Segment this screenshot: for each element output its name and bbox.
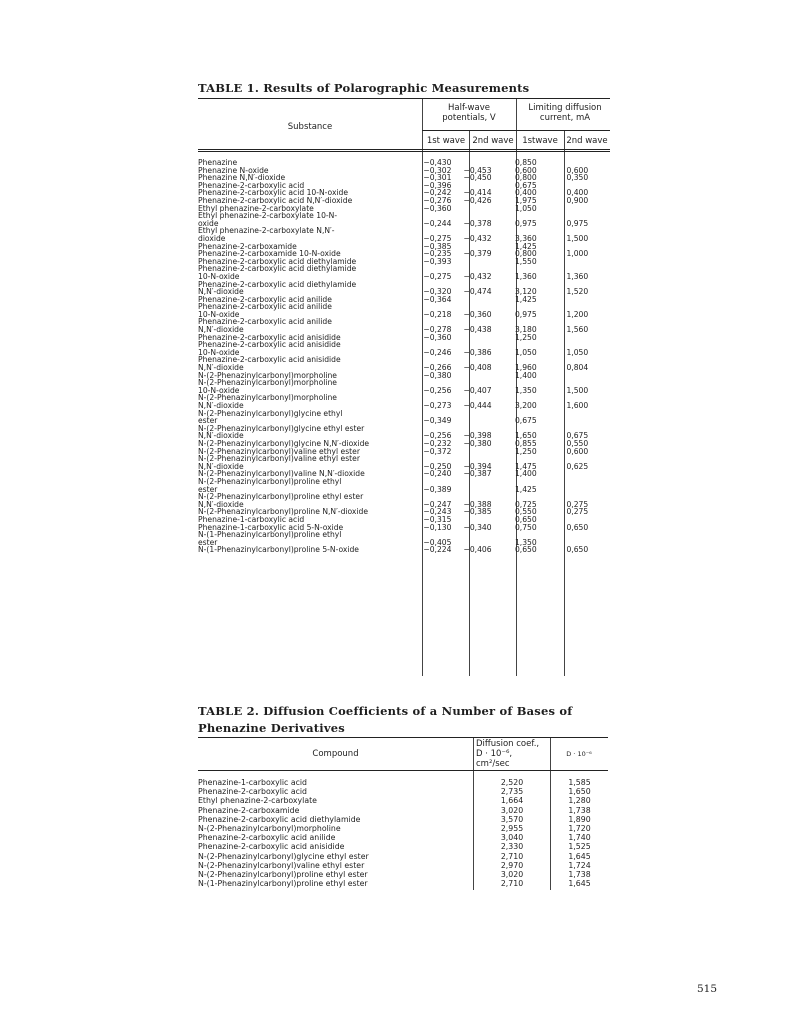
substance-cell: N-(2-Phenazinylcarbonyl)valine ethyl ester N,N′-dioxide [198,454,360,471]
d-cell: 1,724 [568,860,591,870]
diffusion-coef-cell: 2,970 [500,860,524,870]
substance-cell: Phenazine-2-carboxylic acid diethylamide 10-N-oxide [198,264,357,281]
d-cell: 1,720 [568,824,591,834]
half-wave-2-cell: −0,444 [463,401,492,410]
table1-top-rule [198,98,610,99]
substance-cell: Phenazine-2-carboxylic acid anilide N,N′-dioxide [198,317,332,335]
half-wave-1-cell: −0,250 [423,461,452,471]
diffusion-coef-cell: 2,330 [500,842,524,852]
half-wave-1-cell: −0,244 [423,218,452,228]
compound-cell: N-(2-Phenazinylcarbonyl)glycine ethyl ester [198,851,369,861]
limiting-1-cell: 0,850 [514,158,537,167]
limiting-2-cell: 0,275 [566,499,589,509]
substance-cell: N-(2-Phenazinylcarbonyl)glycine ethyl ester N,N′-dioxide [198,423,365,441]
limiting-2-cell: 0,600 [566,446,589,456]
limiting-2-cell: 0,625 [566,461,589,471]
table-row [198,833,608,842]
limiting-2-cell: 0,675 [566,431,589,441]
half-wave-1-cell: −0,430 [423,158,452,167]
diffusion-coef-cell: 2,520 [500,778,524,787]
limiting-1-cell: 0,650 [514,545,537,555]
table-row [198,796,608,805]
limiting-1-cell: 3,120 [514,287,537,297]
table-row [198,318,610,333]
limiting-2-cell: 1,520 [566,287,589,297]
half-wave-1-cell: −0,278 [423,325,452,335]
half-wave-2-cell: −0,386 [463,347,492,357]
table-row [198,227,610,242]
compound-cell: N-(2-Phenazinylcarbonyl)morpholine [198,824,341,834]
limiting-1-cell: 1,550 [514,256,537,266]
limiting-1-cell: 1,250 [514,332,537,342]
table1-header-bottom-rule [198,149,610,150]
limiting-2-cell: 0,975 [566,218,589,228]
d-cell: 1,890 [568,814,591,824]
d-cell: 1,645 [568,879,591,889]
table-row [198,493,610,508]
half-wave-2-cell: −0,474 [463,287,492,297]
half-wave-1-cell: −0,349 [423,416,452,426]
limiting-1-cell: 3,180 [514,325,537,335]
table-row [198,394,610,409]
limiting-1-cell: 1,960 [514,363,537,373]
half-wave-1-cell: −0,242 [423,188,452,198]
compound-cell: N-(1-Phenazinylcarbonyl)proline ethyl ester [198,879,368,889]
d-cell: 1,738 [568,805,591,815]
substance-cell: N-(2-Phenazinylcarbonyl)morpholine [198,370,337,380]
half-wave-2-cell: −0,380 [463,438,492,448]
limiting-2-cell: 0,900 [566,195,589,205]
diffusion-coef-cell: 1,664 [500,796,524,806]
limiting-2-cell: 0,650 [566,545,589,555]
limiting-2-cell: 0,275 [566,507,589,517]
substance-cell: Phenazine-1-carboxylic acid [198,514,305,524]
substance-cell: Ethyl phenazine-2-carboxylate 10-N- oxide [198,211,338,228]
limiting-1-cell: 1,650 [514,431,537,441]
table-row [198,879,608,888]
half-wave-1-cell: −0,276 [423,195,452,205]
substance-cell: N-(2-Phenazinylcarbonyl)glycine N,N′-dioxide [198,438,370,448]
half-wave-1-cell: −0,320 [423,287,452,297]
limiting-2-cell: 1,050 [566,347,589,357]
half-wave-2-cell: −0,385 [463,507,492,517]
limiting-2-cell: 1,560 [566,325,589,335]
limiting-1-cell: 0,975 [514,309,537,319]
compound-cell: Phenazine-2-carboxamide [198,805,300,815]
table-row [198,379,610,394]
limiting-1-cell: 1,425 [514,241,537,251]
limiting-1-cell: 1,400 [514,370,537,380]
diffusion-coef-cell: 3,020 [500,870,524,880]
half-wave-2-cell: −0,438 [463,325,492,335]
diffusion-coef-cell: 2,735 [500,787,524,797]
limiting-1-cell: 0,975 [514,218,537,228]
substance-cell: Phenazine [198,158,238,167]
half-wave-1-cell: −0,246 [423,347,452,357]
substance-cell: Phenazine-2-carboxylic acid anisidide [198,332,341,342]
half-wave-1-cell: −0,243 [423,507,452,517]
limiting-2-cell: 1,360 [566,271,589,281]
limiting-1-cell: 1,400 [514,469,537,479]
table-row [198,852,608,861]
limiting-1-cell: 0,800 [514,249,537,259]
substance-cell: N-(1-Phenazinylcarbonyl)proline 5-N-oxide [198,545,359,555]
d-cell: 1,740 [568,833,591,843]
limiting-2-cell: 1,000 [566,249,589,259]
substance-cell: Phenazine-1-carboxylic acid 5-N-oxide [198,522,344,532]
table1-header-wave1: 1st wave [426,136,466,146]
half-wave-1-cell: −0,232 [423,438,452,448]
table-row [198,531,610,546]
d-cell: 1,645 [568,851,591,861]
limiting-2-cell: 1,200 [566,309,589,319]
substance-cell: N-(2-Phenazinylcarbonyl)glycine ethyl ester [198,408,343,426]
half-wave-1-cell: −0,389 [423,484,452,494]
limiting-1-cell: 1,475 [514,461,537,471]
limiting-1-cell: 3,360 [514,233,537,243]
half-wave-2-cell: −0,378 [463,218,492,228]
table-row [198,778,608,787]
half-wave-1-cell: −0,247 [423,499,452,509]
half-wave-2-cell: −0,398 [463,431,492,441]
diffusion-coef-cell: 3,570 [500,814,524,824]
limiting-2-cell: 0,650 [566,522,589,532]
half-wave-2-cell: −0,414 [463,188,492,198]
substance-cell: N-(2-Phenazinylcarbonyl)valine N,N′-dioxide [198,469,365,479]
table-row [198,842,608,851]
compound-cell: Phenazine-1-carboxylic acid [198,778,308,787]
limiting-1-cell: 0,800 [514,173,537,183]
table1-header-substance: Substance [287,122,333,132]
table-row [198,478,610,493]
table-row [198,815,608,824]
limiting-1-cell: 1,350 [514,385,537,395]
limiting-1-cell: 0,600 [514,165,537,175]
d-cell: 1,650 [568,787,591,797]
table-row [198,870,608,879]
table2 [198,737,608,892]
half-wave-1-cell: −0,393 [423,256,452,266]
limiting-2-cell: 0,400 [566,188,589,198]
compound-cell: Ethyl phenazine-2-carboxylate [198,796,317,806]
half-wave-2-cell: −0,394 [463,461,492,471]
half-wave-1-cell: −0,385 [423,241,452,251]
d-cell: 1,525 [568,842,591,852]
half-wave-1-cell: −0,275 [423,271,452,281]
substance-cell: N-(1-Phenazinylcarbonyl)proline ethyl ester [198,530,342,547]
diffusion-coef-cell: 3,040 [500,833,524,843]
limiting-2-cell: 0,550 [566,438,589,448]
half-wave-2-cell: −0,360 [463,309,492,319]
limiting-1-cell: 0,400 [514,188,537,198]
substance-cell: Phenazine-2-carboxylic acid 10-N-oxide [198,188,349,198]
half-wave-1-cell: −0,273 [423,401,452,410]
half-wave-1-cell: −0,266 [423,363,452,373]
substance-cell: Ethyl phenazine-2-carboxylate N,N′- dioxide [198,226,335,243]
table-row [198,303,610,318]
substance-cell: Phenazine N-oxide [198,165,269,175]
half-wave-2-cell: −0,432 [463,233,492,243]
substance-cell: N-(2-Phenazinylcarbonyl)proline ethyl ester N,N′-dioxide [198,492,364,509]
half-wave-1-cell: −0,396 [423,180,452,190]
compound-cell: N-(2-Phenazinylcarbonyl)valine ethyl ester [198,860,365,870]
compound-cell: N-(2-Phenazinylcarbonyl)proline ethyl ester [198,870,368,880]
table2-header-compound: Compound [312,749,359,759]
limiting-1-cell: 0,550 [514,507,537,517]
table1-header-wave1b: 1stwave [522,136,558,146]
half-wave-1-cell: −0,380 [423,370,452,380]
limiting-1-cell: 0,675 [514,180,537,190]
table1-body [198,159,610,554]
limiting-1-cell: 1,425 [514,294,537,304]
substance-cell: Phenazine-2-carboxylic acid anilide 10-N-oxide [198,302,332,319]
half-wave-2-cell: −0,432 [463,271,492,281]
half-wave-1-cell: −0,301 [423,173,452,183]
limiting-1-cell: 1,050 [514,203,537,213]
half-wave-2-cell: −0,387 [463,469,492,479]
half-wave-2-cell: −0,453 [463,165,492,175]
table1-header-wave2b: 2nd wave [566,136,608,146]
limiting-1-cell: 1,975 [514,195,537,205]
table2-caption: TABLE 2. Diffusion Coefficients of a Number of Bases of Phenazine Derivatives [198,704,573,735]
table1-mid-rule [422,130,610,131]
half-wave-1-cell: −0,364 [423,294,452,304]
substance-cell: N-(2-Phenazinylcarbonyl)proline N,N′-dioxide [198,507,369,517]
half-wave-2-cell: −0,406 [463,545,492,555]
limiting-1-cell: 1,050 [514,347,537,357]
half-wave-1-cell: −0,360 [423,332,452,342]
limiting-1-cell: 0,855 [514,438,537,448]
limiting-1-cell: 3,200 [514,401,537,410]
diffusion-coef-cell: 2,955 [500,824,524,834]
half-wave-1-cell: −0,218 [423,309,452,319]
half-wave-2-cell: −0,407 [463,385,492,395]
limiting-1-cell: 1,425 [514,484,537,494]
table1-header-bottom-rule-2 [198,151,610,152]
half-wave-1-cell: −0,275 [423,233,452,243]
table-row [198,824,608,833]
half-wave-1-cell: −0,405 [423,537,452,547]
substance-cell: N-(2-Phenazinylcarbonyl)morpholine 10-N-oxide [198,378,337,395]
limiting-1-cell: 0,675 [514,416,537,426]
substance-cell: Phenazine-2-carboxylic acid diethylamide [198,256,357,266]
limiting-2-cell: 1,600 [566,401,589,410]
half-wave-1-cell: −0,360 [423,203,452,213]
table-row [198,425,610,440]
substance-cell: N-(2-Phenazinylcarbonyl)valine ethyl ester [198,446,360,456]
substance-cell: Phenazine-2-carboxamide 10-N-oxide [198,249,341,259]
limiting-2-cell: 1,500 [566,233,589,243]
table2-top-rule [198,737,608,738]
diffusion-coef-cell: 2,710 [500,851,524,861]
half-wave-1-cell: −0,256 [423,431,452,441]
half-wave-2-cell: −0,426 [463,195,492,205]
half-wave-1-cell: −0,315 [423,514,452,524]
compound-cell: Phenazine-2-carboxylic acid anisidide [198,842,345,852]
substance-cell: Phenazine-2-carboxylic acid anisidide N,N′-dioxide [198,355,341,373]
diffusion-coef-cell: 2,710 [500,879,524,889]
compound-cell: Phenazine-2-carboxylic acid [198,787,308,797]
substance-cell: N-(2-Phenazinylcarbonyl)proline ethyl ester [198,476,342,494]
d-cell: 1,585 [568,778,591,787]
table-row [198,410,610,425]
page-number: 515 [697,983,718,995]
table-row [198,546,610,554]
substance-cell: Ethyl phenazine-2-carboxylate [198,203,314,213]
table-row [198,212,610,227]
limiting-2-cell: 0,600 [566,165,589,175]
table-row [198,861,608,870]
d-cell: 1,280 [568,796,591,806]
table1-header-half-wave: Half-wave potentials, V [442,103,496,123]
limiting-1-cell: 0,725 [514,499,537,509]
table-row [198,806,608,815]
compound-cell: Phenazine-2-carboxylic acid diethylamide [198,814,361,824]
substance-cell: Phenazine-2-carboxylic acid [198,180,305,190]
substance-cell: Phenazine-2-carboxylic acid diethylamide N,N′-dioxide [198,279,357,297]
half-wave-1-cell: −0,240 [423,469,452,479]
half-wave-1-cell: −0,256 [423,385,452,395]
diffusion-coef-cell: 3,020 [500,805,524,815]
table1-header-wave2: 2nd wave [472,136,514,146]
half-wave-1-cell: −0,372 [423,446,452,456]
table2-body [198,778,608,888]
table1-header-limiting: Limiting diffusion current, mA [528,103,602,123]
half-wave-2-cell: −0,450 [463,173,492,183]
half-wave-1-cell: −0,302 [423,165,452,175]
substance-cell: Phenazine-2-carboxylic acid anilide [198,294,332,304]
substance-cell: Phenazine N,N′-dioxide [198,173,286,183]
substance-cell: N-(2-Phenazinylcarbonyl)morpholine N,N′-dioxide [198,393,337,410]
limiting-1-cell: 1,250 [514,446,537,456]
substance-cell: Phenazine-2-carboxylic acid N,N′-dioxide [198,195,353,205]
half-wave-2-cell: −0,340 [463,522,492,532]
table-row [198,281,610,296]
limiting-1-cell: 1,360 [514,271,537,281]
table1 [198,98,610,678]
half-wave-2-cell: −0,408 [463,363,492,373]
limiting-2-cell: 0,804 [566,363,589,373]
half-wave-2-cell: −0,388 [463,499,492,509]
table-row [198,356,610,371]
limiting-1-cell: 0,650 [514,514,537,524]
half-wave-2-cell: −0,379 [463,249,492,259]
limiting-1-cell: 0,750 [514,522,537,532]
d-cell: 1,738 [568,870,591,880]
table2-header-diff: Diffusion coef., D · 10⁻⁶, cm²/sec [476,739,540,769]
half-wave-1-cell: −0,235 [423,249,452,259]
compound-cell: Phenazine-2-carboxylic acid anilide [198,833,336,843]
half-wave-1-cell: −0,224 [423,545,452,555]
substance-cell: Phenazine-2-carboxamide [198,241,297,251]
table-row [198,787,608,796]
table-row [198,265,610,280]
table2-header-d: D · 10⁻⁶ [566,750,592,758]
table1-caption: TABLE 1. Results of Polarographic Measurements [198,81,530,95]
substance-cell: Phenazine-2-carboxylic acid anisidide 10-N-oxide [198,340,341,357]
table-row [198,455,610,470]
limiting-2-cell: 0,350 [566,173,589,183]
limiting-1-cell: 1,350 [514,537,537,547]
table2-header-bottom-rule [198,770,608,771]
half-wave-1-cell: −0,130 [423,522,452,532]
limiting-2-cell: 1,500 [566,385,589,395]
table-row [198,341,610,356]
